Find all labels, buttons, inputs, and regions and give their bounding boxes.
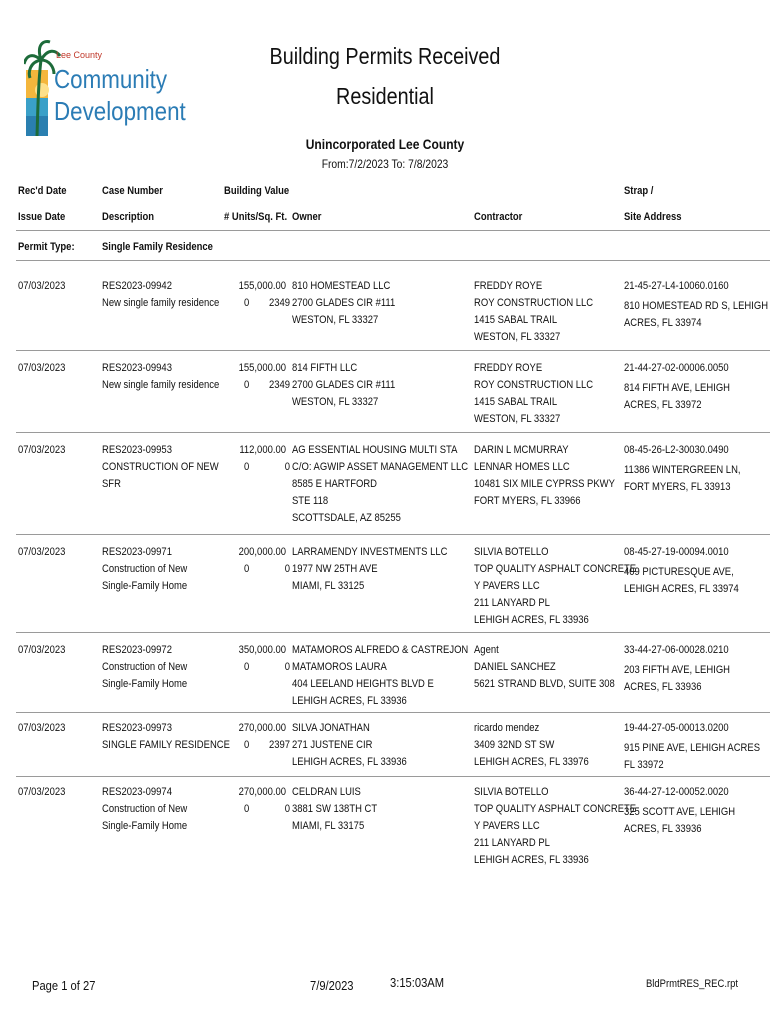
report-file: BldPrmtRES_REC.rpt — [646, 978, 739, 990]
description-line: Single-Family Home — [102, 580, 188, 592]
description-line: New single family residence — [102, 379, 220, 391]
owner-line: 814 FIFTH LLC — [292, 362, 358, 374]
contractor-line: WESTON, FL 33327 — [474, 331, 561, 343]
strap-number: 08-45-26-L2-30030.0490 — [624, 444, 729, 456]
description-line: Construction of New — [102, 563, 188, 575]
page-number: Page 1 of 27 — [32, 978, 96, 993]
permit-type-divider — [16, 260, 770, 261]
contractor-line: ROY CONSTRUCTION LLC — [474, 297, 594, 309]
header-case-number: Case Number — [102, 185, 163, 197]
permit-type-value: Single Family Residence — [102, 241, 213, 253]
report-subtitle: Residential — [336, 83, 434, 109]
building-value: 350,000.00 — [238, 644, 286, 656]
record-divider — [16, 432, 770, 433]
owner-line: LEHIGH ACRES, FL 33936 — [292, 756, 407, 768]
owner-line: C/O: AGWIP ASSET MANAGEMENT LLC — [292, 461, 469, 473]
building-value: 270,000.00 — [238, 722, 286, 734]
contractor-line: Agent — [474, 644, 499, 656]
record-date: 07/03/2023 — [18, 786, 66, 798]
square-feet: 2349 — [268, 297, 290, 309]
print-time: 3:15:03AM — [390, 975, 445, 990]
case-number: RES2023-09972 — [102, 644, 172, 656]
unit-count: 0 — [244, 563, 250, 575]
owner-line: 3881 SW 138TH CT — [292, 803, 378, 815]
record-date: 07/03/2023 — [18, 546, 66, 558]
contractor-line: 1415 SABAL TRAIL — [474, 396, 558, 408]
case-number: RES2023-09942 — [102, 280, 172, 292]
report-title: Building Permits Received — [269, 43, 501, 69]
description-line: SINGLE FAMILY RESIDENCE — [102, 739, 230, 751]
record-divider — [16, 776, 770, 777]
record-divider — [16, 712, 770, 713]
owner-line: MIAMI, FL 33125 — [292, 580, 365, 592]
strap-number: 33-44-27-06-00028.0210 — [624, 644, 729, 656]
owner-line: LEHIGH ACRES, FL 33936 — [292, 695, 407, 707]
owner-line: LARRAMENDY INVESTMENTS LLC — [292, 546, 448, 558]
building-value: 155,000.00 — [238, 362, 286, 374]
owner-line: SCOTTSDALE, AZ 85255 — [292, 512, 401, 524]
contractor-line: LEHIGH ACRES, FL 33936 — [474, 614, 589, 626]
contractor-line: WESTON, FL 33327 — [474, 413, 561, 425]
header-issue-date: Issue Date — [18, 211, 66, 223]
unit-count: 0 — [244, 297, 250, 309]
strap-number: 08-45-27-19-00094.0010 — [624, 546, 729, 558]
site-address-line: 203 FIFTH AVE, LEHIGH — [624, 664, 731, 676]
logo-small-text: Lee County — [56, 50, 103, 60]
contractor-line: 3409 32ND ST SW — [474, 739, 555, 751]
contractor-line: SILVIA BOTELLO — [474, 546, 549, 558]
contractor-line: 211 LANYARD PL — [474, 837, 550, 849]
square-feet: 2349 — [268, 379, 290, 391]
case-number: RES2023-09953 — [102, 444, 172, 456]
contractor-line: ROY CONSTRUCTION LLC — [474, 379, 594, 391]
contractor-line: 5621 STRAND BLVD, SUITE 308 — [474, 678, 615, 690]
case-number: RES2023-09974 — [102, 786, 172, 798]
record-divider — [16, 632, 770, 633]
owner-line: 8585 E HARTFORD — [292, 478, 377, 490]
site-address-line: 409 PICTURESQUE AVE, — [624, 566, 734, 578]
site-address-line: 915 PINE AVE, LEHIGH ACRES — [624, 742, 761, 754]
header-units: # Units/Sq. Ft. — [224, 211, 288, 223]
building-value: 270,000.00 — [238, 786, 286, 798]
site-address-line: FORT MYERS, FL 33913 — [624, 481, 731, 493]
site-address-line: 325 SCOTT AVE, LEHIGH — [624, 806, 736, 818]
contractor-line: FORT MYERS, FL 33966 — [474, 495, 581, 507]
unit-count: 0 — [244, 803, 250, 815]
contractor-line: 1415 SABAL TRAIL — [474, 314, 558, 326]
permit-type-label: Permit Type: — [18, 241, 75, 253]
owner-line: SILVA JONATHAN — [292, 722, 370, 734]
square-feet: 0 — [284, 563, 290, 575]
contractor-line: TOP QUALITY ASPHALT CONCRETE — [474, 803, 637, 815]
record-date: 07/03/2023 — [18, 280, 66, 292]
logo-line1: Community — [54, 64, 168, 94]
square-feet: 0 — [284, 661, 290, 673]
description-line: Construction of New — [102, 661, 188, 673]
site-address-line: ACRES, FL 33936 — [624, 823, 702, 835]
description-line: CONSTRUCTION OF NEW — [102, 461, 219, 473]
header-site-address: Site Address — [624, 211, 682, 223]
contractor-line: FREDDY ROYE — [474, 280, 543, 292]
strap-number: 21-44-27-02-00006.0050 — [624, 362, 729, 374]
owner-line: MATAMOROS ALFREDO & CASTREJON — [292, 644, 469, 656]
description-line: Single-Family Home — [102, 678, 188, 690]
unit-count: 0 — [244, 739, 250, 751]
unit-count: 0 — [244, 661, 250, 673]
record-date: 07/03/2023 — [18, 362, 66, 374]
site-address-line: 814 FIFTH AVE, LEHIGH — [624, 382, 731, 394]
building-value: 155,000.00 — [238, 280, 286, 292]
record-divider — [16, 350, 770, 351]
strap-number: 19-44-27-05-00013.0200 — [624, 722, 729, 734]
record-date: 07/03/2023 — [18, 444, 66, 456]
owner-line: 1977 NW 25TH AVE — [292, 563, 378, 575]
print-date: 7/9/2023 — [310, 978, 354, 993]
unit-count: 0 — [244, 461, 250, 473]
strap-number: 36-44-27-12-00052.0020 — [624, 786, 729, 798]
owner-line: AG ESSENTIAL HOUSING MULTI STA — [292, 444, 458, 456]
square-feet: 2397 — [268, 739, 290, 751]
contractor-line: SILVIA BOTELLO — [474, 786, 549, 798]
site-address-line: LEHIGH ACRES, FL 33974 — [624, 583, 739, 595]
contractor-line: FREDDY ROYE — [474, 362, 543, 374]
case-number: RES2023-09971 — [102, 546, 172, 558]
site-address-line: ACRES, FL 33974 — [624, 317, 702, 329]
contractor-line: 211 LANYARD PL — [474, 597, 550, 609]
unit-count: 0 — [244, 379, 250, 391]
owner-line: MIAMI, FL 33175 — [292, 820, 365, 832]
description-line: New single family residence — [102, 297, 220, 309]
header-owner: Owner — [292, 211, 322, 223]
header-building-value: Building Value — [224, 185, 290, 197]
contractor-line: Y PAVERS LLC — [474, 580, 540, 592]
owner-line: 810 HOMESTEAD LLC — [292, 280, 391, 292]
contractor-line: Y PAVERS LLC — [474, 820, 540, 832]
contractor-line: LENNAR HOMES LLC — [474, 461, 570, 473]
case-number: RES2023-09973 — [102, 722, 172, 734]
date-range: From:7/2/2023 To: 7/8/2023 — [321, 157, 449, 171]
record-date: 07/03/2023 — [18, 644, 66, 656]
building-value: 200,000.00 — [238, 546, 286, 558]
record-divider — [16, 534, 770, 535]
owner-line: MATAMOROS LAURA — [292, 661, 387, 673]
header-recd-date: Rec'd Date — [18, 185, 67, 197]
owner-line: 271 JUSTENE CIR — [292, 739, 373, 751]
strap-number: 21-45-27-L4-10060.0160 — [624, 280, 729, 292]
site-address-line: FL 33972 — [624, 759, 664, 771]
square-feet: 0 — [284, 461, 290, 473]
description-line: Construction of New — [102, 803, 188, 815]
contractor-line: 10481 SIX MILE CYPRSS PKWY — [474, 478, 615, 490]
description-line: Single-Family Home — [102, 820, 188, 832]
owner-line: 404 LEELAND HEIGHTS BLVD E — [292, 678, 434, 690]
record-date: 07/03/2023 — [18, 722, 66, 734]
site-address-line: 810 HOMESTEAD RD S, LEHIGH — [624, 300, 769, 312]
owner-line: WESTON, FL 33327 — [292, 314, 379, 326]
owner-line: CELDRAN LUIS — [292, 786, 361, 798]
owner-line: STE 118 — [292, 495, 329, 507]
region-label: Unincorporated Lee County — [305, 136, 465, 152]
contractor-line: DARIN L MCMURRAY — [474, 444, 569, 456]
case-number: RES2023-09943 — [102, 362, 172, 374]
site-address-line: ACRES, FL 33936 — [624, 681, 702, 693]
contractor-line: LEHIGH ACRES, FL 33976 — [474, 756, 589, 768]
square-feet: 0 — [284, 803, 290, 815]
header-description: Description — [102, 211, 155, 223]
contractor-line: LEHIGH ACRES, FL 33936 — [474, 854, 589, 866]
site-address-line: 11386 WINTERGREEN LN, — [624, 464, 741, 476]
contractor-line: DANIEL SANCHEZ — [474, 661, 556, 673]
owner-line: WESTON, FL 33327 — [292, 396, 379, 408]
owner-line: 2700 GLADES CIR #111 — [292, 297, 396, 309]
header-strap: Strap / — [624, 185, 654, 197]
owner-line: 2700 GLADES CIR #111 — [292, 379, 396, 391]
contractor-line: TOP QUALITY ASPHALT CONCRETE — [474, 563, 637, 575]
header-contractor: Contractor — [474, 211, 523, 223]
building-value: 112,000.00 — [239, 444, 286, 456]
header-divider — [16, 230, 770, 231]
contractor-line: ricardo mendez — [474, 722, 540, 734]
site-address-line: ACRES, FL 33972 — [624, 399, 702, 411]
logo-line2: Development — [54, 96, 186, 126]
description-line: SFR — [102, 478, 121, 490]
